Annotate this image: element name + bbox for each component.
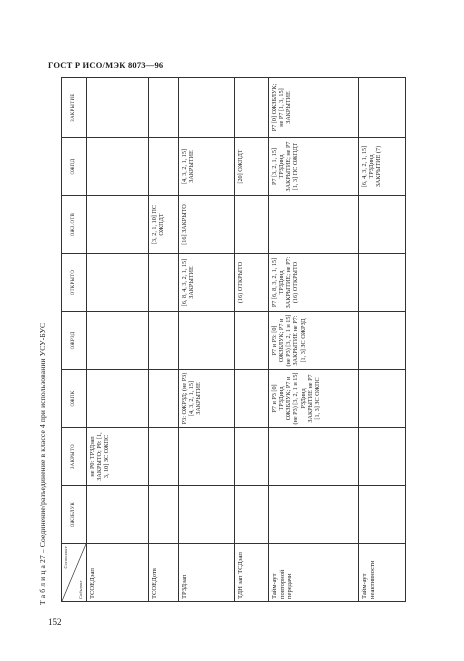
row-event: ТСОЕДзап [87,544,149,602]
table-cell [269,196,359,254]
table-cell: Р7 и Р3 [0] ТРЗДинд ОЖЗБЛУК; Р7 и (не Р3) [3, 2, 1 и 15] РЗДинд ЗАКРЫТИЕ не Р7 [1, 3] ЗС ОЖПС [269,370,359,428]
column-header: ОЖЗ.ОТВ [62,196,87,254]
table-cell [235,196,269,254]
table-cell [269,428,359,486]
table-row [179,78,235,602]
header-row [62,78,87,602]
table-cell: Р7 [3, 2, 1, 15] ТРЗДинд ЗАКРЫТИЕ; не Р7 [1, 3] ПС ОЖПДТ [269,138,359,196]
corner-state-label: Состояние [63,546,68,569]
table-cell [87,370,149,428]
table-cell [359,486,406,544]
table-cell [87,138,149,196]
table-cell [149,254,179,312]
table-cell [359,370,406,428]
table-cell [149,486,179,544]
table-cell [87,78,149,138]
row-event: Тайм-аут неактивности [359,544,406,602]
table-cell [87,196,149,254]
table-cell [87,312,149,370]
state-table [61,77,406,602]
column-header: ОЖПК [62,370,87,428]
column-header: ОТКРЫТО [62,254,87,312]
row-event: ТРЗДзап [179,544,235,602]
table-row [235,78,269,602]
table-cell [235,312,269,370]
table-cell: не Р0: ТРЗДзап ЗАКРЫТО; Р0: [1, 3, 10] ЗС ОЖПС [87,428,149,486]
table-cell [179,428,235,486]
column-header: ЗАКРЫТО [62,428,87,486]
row-event: ТСОЕДотв [149,544,179,602]
table-cell [359,428,406,486]
table-row [149,78,179,602]
table-cell: (16) ОТКРЫТО [235,254,269,312]
rotated-table [61,78,400,602]
corner-cell [62,544,87,602]
table-cell: Р7 и Р3: [0] ОЖЗБЛУК; Р7 и (не Р3) [3, 2, 1 и 15] ЗАКРЫТИЕ не Р7: [1, 3] ЗС ОЖРЗД [269,312,359,370]
table-cell [179,312,235,370]
document-header: ГОСТ Р ИСО/МЭК 8073—96 [48,60,164,70]
column-header: ОЖРЗД [62,312,87,370]
table-cell [149,78,179,138]
table-cell [149,428,179,486]
table-cell: [16] ЗАКРЫТО [179,196,235,254]
page-number: 152 [48,617,62,627]
table-cell [269,486,359,544]
table-cell [87,254,149,312]
table-cell [235,486,269,544]
table-cell [235,78,269,138]
table-cell [87,486,149,544]
table-cell [149,312,179,370]
table-cell: Р7 [0] ОЖЗБЛУК; не Р7 [1, 3, 15] ЗАКРЫТИЕ [269,78,359,138]
table-cell [235,428,269,486]
table-cell [359,196,406,254]
table-cell [149,138,179,196]
column-header: ОЖЗБЛУК [62,486,87,544]
column-header: ЗАКРЫТИЕ [62,78,87,138]
table-caption: Т а б л и ц а 27 – Соединение/разъединение в классе 4 при использовании УСУ-БУС [38,322,47,605]
table-cell: [4, 3, 2, 1, 15] ЗАКРЫТИЕ [179,138,235,196]
table-cell [235,370,269,428]
corner-event-label: Событие [78,580,84,599]
row-event: Тайм-аут повторной передачи [269,544,359,602]
table-cell [179,78,235,138]
table-cell: [6, 8, 4, 3, 2, 1, 15] ЗАКРЫТИЕ [179,254,235,312]
table-row [87,78,149,602]
row-event: ТДН зап ТСДзап [235,544,269,602]
table-cell [359,312,406,370]
table-cell: [3, 2, 1, 10] ПС ОЖПДТ [149,196,179,254]
table-row [269,78,359,602]
table-cell [149,370,179,428]
table-cell [359,254,406,312]
table-cell [179,486,235,544]
column-header: ОЖПД [62,138,87,196]
table-cell: [6, 4, 3, 2, 1, 15] ТРЗДинд ЗАКРЫТИЕ (7) [359,138,406,196]
table-cell [359,78,406,138]
table-row [359,78,406,602]
table-cell: Р7 [6, 8, 3, 2, 1, 15] ТРЗДинд ЗАКРЫТИЕ; не Р7: (16) ОТКРЫТО [269,254,359,312]
table-cell: [20] ОЖПДТ [235,138,269,196]
table-cell: Р3: ОЖРЗД; (не Р3) [4, 3, 2, 1, 15] ЗАКРЫТИЕ [179,370,235,428]
